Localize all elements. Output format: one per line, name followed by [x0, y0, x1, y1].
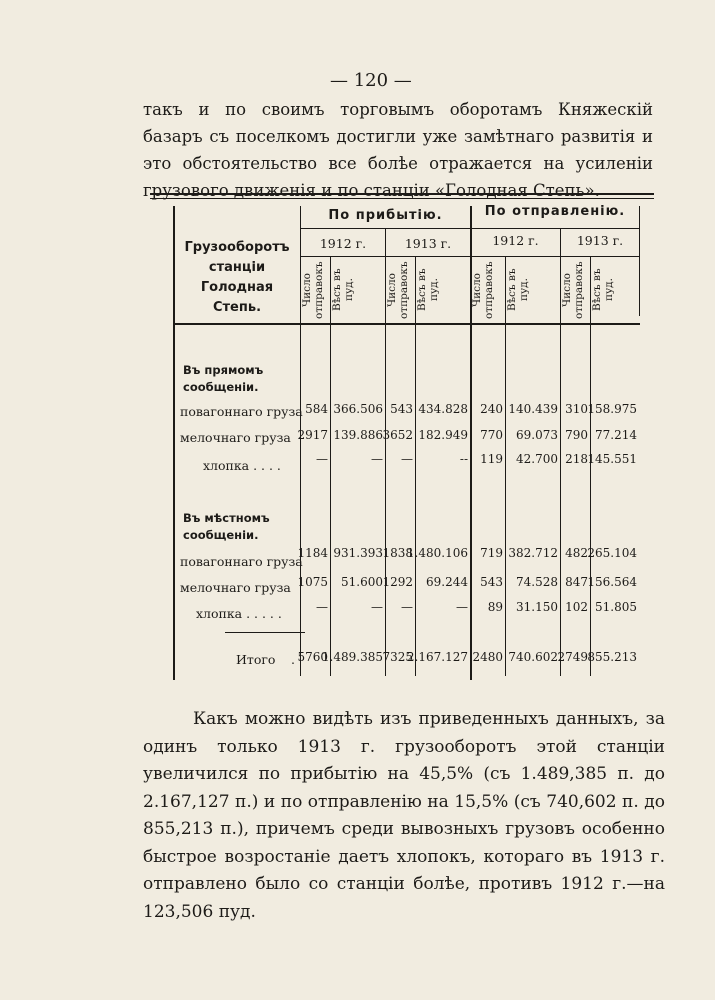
table-cell: 69.244 [426, 575, 468, 589]
table-cell: 218 [565, 452, 588, 466]
year-header: 1913 г. [576, 233, 624, 248]
table-header-bottom-rule [173, 323, 640, 325]
total-cell: 2480 [472, 650, 503, 664]
table-cell: 74.528 [516, 575, 558, 589]
table-cell: 1075 [297, 575, 328, 589]
total-cell: 2.167.127 [406, 650, 468, 664]
corner-title: Грузооборотъ станціи Голодная Степь. [184, 240, 290, 315]
total-cell: 855.213 [587, 650, 637, 664]
table-total-rule [225, 632, 305, 633]
table-cell: 158.975 [587, 402, 637, 416]
section-local: Въ мѣстномъ сообщеніи. [183, 511, 270, 542]
table-cell: 182.949 [418, 428, 468, 442]
table-cell: 847 [565, 575, 588, 589]
table-top-rule [150, 193, 654, 195]
table-cell: 719 [480, 546, 503, 560]
table-cell: 931.393 [333, 546, 383, 560]
table-cell: — [371, 600, 383, 614]
intro-paragraph: такъ и по своимъ торговымъ оборотамъ Княжескій базаръ съ поселкомъ достигли уже замѣтнаго развитія и это обстоятельство все болѣе отражается на усиленіи грузового движенія и по станціи «Голодная Степь». [143, 100, 653, 200]
table-cell: — [401, 452, 413, 466]
table-cell: 89 [487, 600, 503, 614]
total-cell: 5760 [297, 650, 328, 664]
freight-table [173, 206, 640, 680]
total-cell: 1.489.385 [321, 650, 383, 664]
table-cell: -- [459, 452, 468, 466]
table-header-rule [300, 256, 640, 257]
row-label: мелочнаго груза [180, 430, 291, 445]
table-cell: — [456, 600, 468, 614]
table-right-border [639, 206, 640, 316]
table-cell: — [401, 600, 413, 614]
table-cell: 3652 [382, 428, 413, 442]
table-cell: 102 [565, 600, 588, 614]
section-direct: Въ прямомъ сообщеніи. [183, 363, 264, 394]
table-cell: 51.600 [341, 575, 383, 589]
col-header-weight: Вѣсъ въ пуд. [506, 268, 530, 312]
table-cell: 1838 [382, 546, 413, 560]
table-top-rule-thin [150, 198, 654, 199]
table-cell: 31.150 [516, 600, 558, 614]
row-label: повагоннаго груза [180, 554, 303, 569]
table-cell: — [371, 452, 383, 466]
group-departure-header: По отправленію. [484, 204, 626, 219]
table-cell: 156.564 [587, 575, 637, 589]
col-header-count: Число отправокъ [301, 261, 325, 319]
table-cell: 77.214 [595, 428, 637, 442]
table-cell: 265.104 [587, 546, 637, 560]
table-cell: 139.886 [333, 428, 383, 442]
total-cell: 7325 [382, 650, 413, 664]
table-header-rule [300, 228, 640, 229]
col-header-count: Число отправокъ [471, 261, 495, 319]
table-cell: 1292 [382, 575, 413, 589]
table-cell: 51.805 [595, 600, 637, 614]
year-header: 1912 г. [492, 233, 539, 248]
group-arrival-header: По прибытію. [328, 208, 443, 223]
table-cell: 140.439 [508, 402, 558, 416]
row-label: повагоннаго груза [180, 404, 303, 419]
table-cell: 1.480.106 [406, 546, 468, 560]
page-number: — 120 — [330, 70, 412, 91]
row-label: мелочнаго груза [180, 580, 291, 595]
row-label: хлопка . . . . [203, 458, 281, 473]
col-header-weight: Вѣсъ въ пуд. [591, 268, 615, 312]
table-cell: — [316, 600, 328, 614]
table-cell: 790 [565, 428, 588, 442]
table-cell: 42.700 [516, 452, 558, 466]
table-left-border [173, 206, 175, 680]
table-cell: 69.073 [516, 428, 558, 442]
table-cell: 366.506 [333, 402, 383, 416]
table-cell: 770 [480, 428, 503, 442]
total-label: Итого [236, 652, 276, 667]
col-header-count: Число отправокъ [561, 261, 585, 319]
table-cell: 145.551 [587, 452, 637, 466]
table-cell: 382.712 [508, 546, 558, 560]
table-cell: 1184 [297, 546, 328, 560]
col-header-count: Число отправокъ [386, 261, 410, 319]
conclusion-paragraph: Какъ можно видѣть изъ приведенныхъ данныхъ, за одинъ только 1913 г. грузооборотъ этой станціи увеличился по прибытію на 45,5% (съ 1.489,385 п. до 2.167,127 п.) и по отправленію на 15,5% (съ 740,602 п. до 855,213 п.), причемъ среди вывозныхъ грузовъ особенно быстрое возростаніе даетъ хлопокъ, котораго въ 1913 г. отправлено было со станціи болѣе, противъ 1912 г.—на 123,506 пуд. [143, 709, 665, 922]
table-cell: 543 [480, 575, 503, 589]
table-cell: 2917 [297, 428, 328, 442]
table-cell: 543 [390, 402, 413, 416]
table-cell: 434.828 [418, 402, 468, 416]
col-header-weight: Вѣсъ въ пуд. [331, 268, 355, 312]
total-cell: 2749 [557, 650, 588, 664]
table-cell: 584 [305, 402, 328, 416]
total-cell: 740.602 [508, 650, 558, 664]
table-cell: 310 [565, 402, 588, 416]
row-label: хлопка . . . . . [196, 606, 282, 621]
table-cell: 240 [480, 402, 503, 416]
year-header: 1912 г. [319, 236, 367, 251]
table-cell: 482 [565, 546, 588, 560]
table-cell: 119 [480, 452, 503, 466]
year-header: 1913 г. [404, 236, 452, 251]
col-header-weight: Вѣсъ въ пуд. [416, 268, 440, 312]
table-cell: — [316, 452, 328, 466]
total-dot: . [291, 652, 295, 667]
